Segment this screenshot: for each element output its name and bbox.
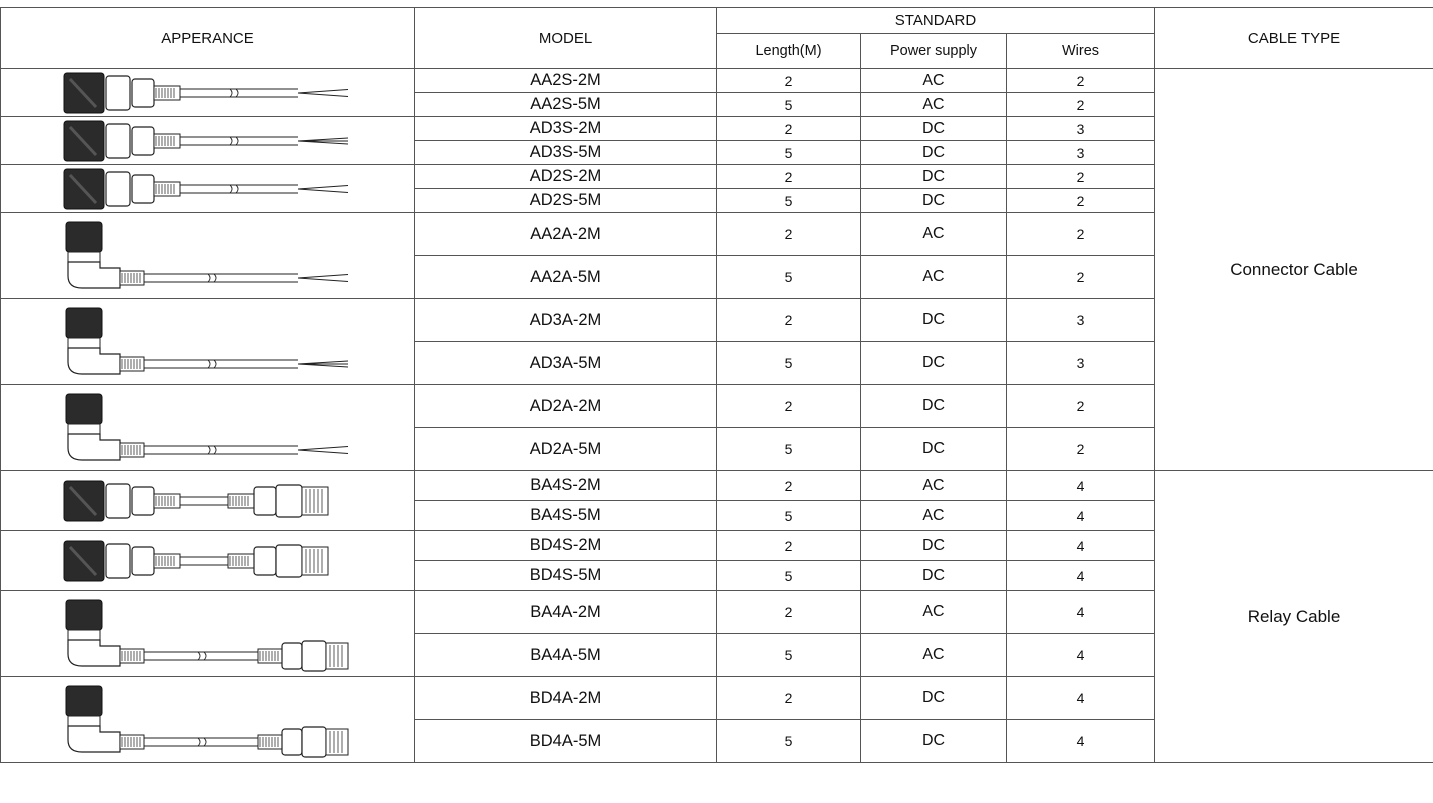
power-supply-cell: AC — [861, 471, 1007, 501]
wires-cell: 3 — [1007, 342, 1155, 385]
model-cell: BD4A-5M — [415, 720, 717, 763]
model-cell: BA4A-5M — [415, 634, 717, 677]
model-cell: BD4S-5M — [415, 561, 717, 591]
wires-cell: 2 — [1007, 69, 1155, 93]
model-cell: BA4S-2M — [415, 471, 717, 501]
model-cell: AD3A-5M — [415, 342, 717, 385]
power-supply-cell: AC — [861, 93, 1007, 117]
wires-cell: 2 — [1007, 213, 1155, 256]
model-cell: BA4S-5M — [415, 501, 717, 531]
header-appearance: APPERANCE — [1, 8, 415, 69]
length-cell: 5 — [717, 189, 861, 213]
power-supply-cell: DC — [861, 720, 1007, 763]
wires-cell: 2 — [1007, 385, 1155, 428]
model-cell: BA4A-2M — [415, 591, 717, 634]
header-length: Length(M) — [717, 34, 861, 69]
power-supply-cell: AC — [861, 634, 1007, 677]
wires-cell: 4 — [1007, 591, 1155, 634]
length-cell: 2 — [717, 471, 861, 501]
cable-type-connector: Connector Cable — [1155, 69, 1433, 471]
length-cell: 2 — [717, 385, 861, 428]
power-supply-cell: DC — [861, 165, 1007, 189]
power-supply-cell: AC — [861, 256, 1007, 299]
straight-relay-cable-icon — [1, 471, 415, 531]
model-cell: AD3S-2M — [415, 117, 717, 141]
length-cell: 5 — [717, 256, 861, 299]
wires-cell: 2 — [1007, 165, 1155, 189]
model-cell: AA2A-2M — [415, 213, 717, 256]
model-cell: AD2A-2M — [415, 385, 717, 428]
model-cell: AA2S-5M — [415, 93, 717, 117]
wires-cell: 2 — [1007, 256, 1155, 299]
wires-cell: 4 — [1007, 634, 1155, 677]
model-cell: BD4S-2M — [415, 531, 717, 561]
length-cell: 2 — [717, 299, 861, 342]
model-cell: AA2A-5M — [415, 256, 717, 299]
model-cell: BD4A-2M — [415, 677, 717, 720]
wires-cell: 3 — [1007, 299, 1155, 342]
straight-connector-3wire-icon — [1, 117, 415, 165]
header-cable-type: CABLE TYPE — [1155, 8, 1433, 69]
model-cell: AD3A-2M — [415, 299, 717, 342]
table-row — [1, 69, 1433, 93]
power-supply-cell: AC — [861, 591, 1007, 634]
straight-connector-2wire-icon — [1, 69, 415, 117]
straight-relay-cable-icon — [1, 531, 415, 591]
wires-cell: 4 — [1007, 501, 1155, 531]
wires-cell: 4 — [1007, 720, 1155, 763]
angled-connector-3wire-icon — [1, 299, 415, 385]
header-power-supply: Power supply — [861, 34, 1007, 69]
power-supply-cell: DC — [861, 531, 1007, 561]
power-supply-cell: DC — [861, 141, 1007, 165]
power-supply-cell: AC — [861, 213, 1007, 256]
wires-cell: 4 — [1007, 471, 1155, 501]
model-cell: AD2S-5M — [415, 189, 717, 213]
power-supply-cell: DC — [861, 561, 1007, 591]
length-cell: 5 — [717, 141, 861, 165]
header-wires: Wires — [1007, 34, 1155, 69]
length-cell: 5 — [717, 720, 861, 763]
angled-connector-2wire-icon — [1, 385, 415, 471]
wires-cell: 3 — [1007, 141, 1155, 165]
length-cell: 2 — [717, 677, 861, 720]
power-supply-cell: DC — [861, 677, 1007, 720]
length-cell: 5 — [717, 561, 861, 591]
length-cell: 2 — [717, 69, 861, 93]
power-supply-cell: DC — [861, 299, 1007, 342]
angled-connector-2wire-icon — [1, 213, 415, 299]
power-supply-cell: DC — [861, 385, 1007, 428]
power-supply-cell: DC — [861, 189, 1007, 213]
length-cell: 2 — [717, 213, 861, 256]
length-cell: 2 — [717, 591, 861, 634]
power-supply-cell: AC — [861, 69, 1007, 93]
length-cell: 2 — [717, 165, 861, 189]
model-cell: AA2S-2M — [415, 69, 717, 93]
power-supply-cell: DC — [861, 428, 1007, 471]
model-cell: AD3S-5M — [415, 141, 717, 165]
wires-cell: 3 — [1007, 117, 1155, 141]
spec-table — [0, 7, 1433, 763]
power-supply-cell: DC — [861, 342, 1007, 385]
header-standard: STANDARD — [717, 8, 1155, 34]
power-supply-cell: AC — [861, 501, 1007, 531]
length-cell: 5 — [717, 93, 861, 117]
angled-relay-cable-icon — [1, 677, 415, 763]
model-cell: AD2S-2M — [415, 165, 717, 189]
header-model: MODEL — [415, 8, 717, 69]
length-cell: 5 — [717, 342, 861, 385]
wires-cell: 4 — [1007, 561, 1155, 591]
wires-cell: 4 — [1007, 531, 1155, 561]
angled-relay-cable-icon — [1, 591, 415, 677]
length-cell: 5 — [717, 634, 861, 677]
straight-connector-2wire-icon — [1, 165, 415, 213]
table-row — [1, 471, 1433, 501]
wires-cell: 4 — [1007, 677, 1155, 720]
wires-cell: 2 — [1007, 189, 1155, 213]
cable-type-relay: Relay Cable — [1155, 471, 1433, 763]
wires-cell: 2 — [1007, 93, 1155, 117]
wires-cell: 2 — [1007, 428, 1155, 471]
power-supply-cell: DC — [861, 117, 1007, 141]
length-cell: 2 — [717, 117, 861, 141]
length-cell: 2 — [717, 531, 861, 561]
length-cell: 5 — [717, 501, 861, 531]
model-cell: AD2A-5M — [415, 428, 717, 471]
length-cell: 5 — [717, 428, 861, 471]
